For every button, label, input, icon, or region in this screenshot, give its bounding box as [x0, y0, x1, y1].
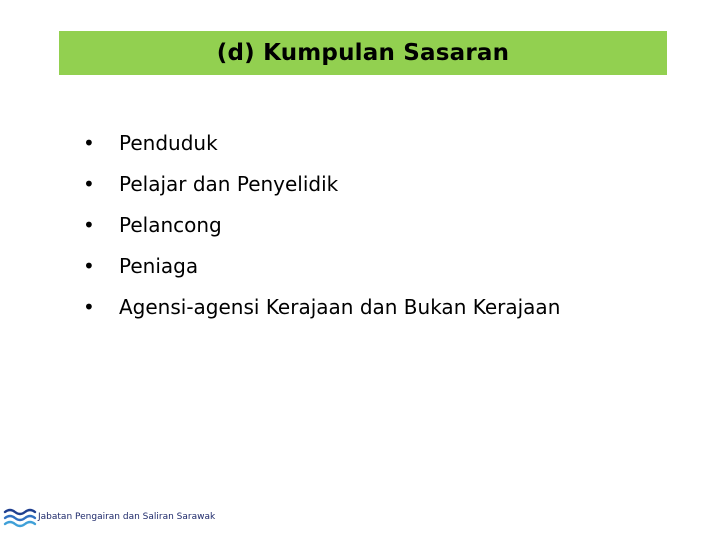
bullet-icon: •: [83, 130, 95, 155]
list-item: [83, 163, 560, 204]
list-item: [83, 286, 560, 327]
bullet-icon: •: [83, 253, 95, 278]
bullet-text: Agensi-agensi Kerajaan dan Bukan Kerajaan: [119, 294, 561, 319]
list-item: [83, 245, 560, 286]
footer-organization-name: Jabatan Pengairan dan Saliran Sarawak: [38, 512, 216, 522]
slide-title: (d) Kumpulan Sasaran: [216, 40, 510, 66]
bullet-text: Pelajar dan Penyelidik: [119, 171, 339, 196]
bullet-icon: •: [83, 171, 95, 196]
bullet-text: Peniaga: [119, 253, 199, 278]
list-item: [83, 122, 560, 163]
footer: [3, 503, 215, 531]
bullet-list: [83, 122, 560, 327]
list-item: [83, 204, 560, 245]
bullet-text: Penduduk: [119, 130, 218, 155]
bullet-icon: •: [83, 212, 95, 237]
slide-title-bar: [59, 31, 667, 75]
bullet-icon: •: [83, 294, 95, 319]
bullet-text: Pelancong: [119, 212, 222, 237]
water-waves-logo-icon: [3, 503, 37, 531]
